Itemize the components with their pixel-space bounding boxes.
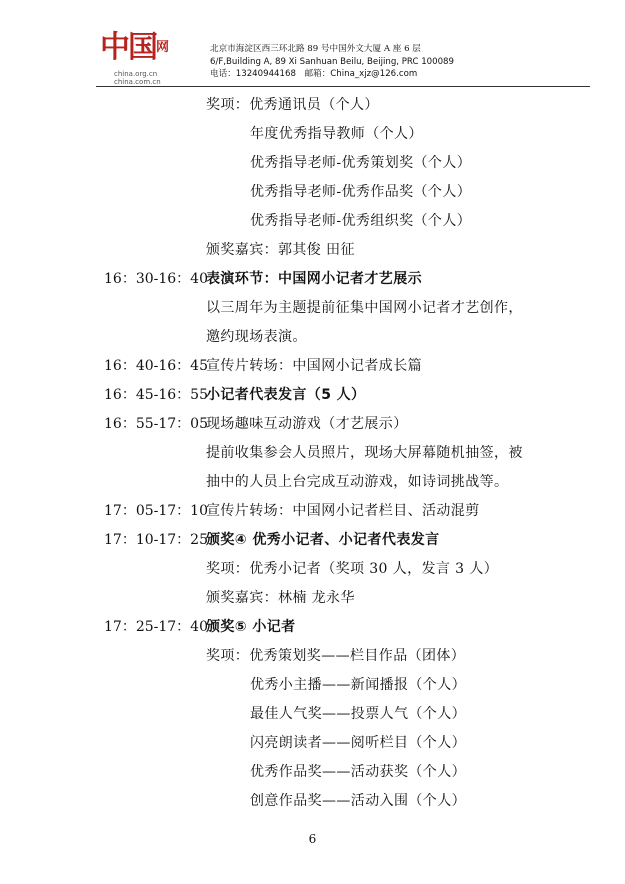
item-description: 以三周年为主题提前征集中国网小记者才艺创作，	[206, 300, 523, 316]
page-number: 6	[308, 832, 317, 846]
item-description: 邀约现场表演。	[206, 329, 307, 345]
address-english: 6/F,Building A, 89 Xi Sanhuan Beilu, Beijing, PRC 100089	[210, 57, 454, 67]
item-description: 提前收集参会人员照片，现场大屏幕随机抽签，被	[206, 445, 523, 461]
logo-url-1: china.org.cn	[114, 70, 158, 78]
schedule-item: 颁奖⑤ 小记者	[206, 619, 296, 635]
award-line: 奖项：优秀通讯员（个人）	[206, 97, 379, 113]
china-net-logo	[100, 32, 186, 88]
award-line: 优秀作品奖——活动获奖（个人）	[250, 764, 466, 780]
logo-main-text: 中国	[100, 30, 156, 65]
award-line: 优秀指导老师-优秀组织奖（个人）	[250, 213, 472, 229]
award-line: 奖项：优秀策划奖——栏目作品（团体）	[206, 648, 466, 664]
logo-wordmark	[100, 32, 169, 64]
schedule-time: 16：30-16：40	[104, 271, 208, 287]
schedule-item: 宣传片转场：中国网小记者成长篇	[206, 358, 422, 374]
header-divider	[96, 86, 590, 87]
schedule-item: 小记者代表发言（5 人）	[206, 387, 366, 403]
schedule-item: 颁奖④ 优秀小记者、小记者代表发言	[206, 532, 440, 548]
schedule-time: 17：05-17：10	[104, 503, 208, 519]
contact-info: 电话：13240944168 邮箱：China_xjz@126.com	[210, 69, 418, 79]
schedule-time: 16：55-17：05	[104, 416, 208, 432]
schedule-time: 16：40-16：45	[104, 358, 208, 374]
schedule-item: 现场趣味互动游戏（才艺展示）	[206, 416, 408, 432]
letterhead	[0, 0, 625, 96]
award-line: 奖项：优秀小记者（奖项 30 人，发言 3 人）	[206, 561, 499, 577]
award-line: 优秀指导老师-优秀策划奖（个人）	[250, 155, 472, 171]
logo-net-text: 网	[156, 40, 170, 55]
schedule-item: 表演环节：中国网小记者才艺展示	[206, 271, 422, 287]
logo-url-2: china.com.cn	[114, 78, 161, 86]
item-description: 抽中的人员上台完成互动游戏，如诗词挑战等。	[206, 474, 509, 490]
presenter-line: 颁奖嘉宾：林楠 龙永华	[206, 590, 355, 606]
award-line: 最佳人气奖——投票人气（个人）	[250, 706, 466, 722]
award-line: 优秀小主播——新闻播报（个人）	[250, 677, 466, 693]
award-line: 创意作品奖——活动入围（个人）	[250, 793, 466, 809]
schedule-time: 17：10-17：25	[104, 532, 208, 548]
award-line: 闪亮朗读者——阅听栏目（个人）	[250, 735, 466, 751]
schedule-time: 16：45-16：55	[104, 387, 208, 403]
schedule-item: 宣传片转场：中国网小记者栏目、活动混剪	[206, 503, 480, 519]
schedule-time: 17：25-17：40	[104, 619, 208, 635]
award-line: 优秀指导老师-优秀作品奖（个人）	[250, 184, 472, 200]
award-line: 年度优秀指导教师（个人）	[250, 126, 423, 142]
presenter-line: 颁奖嘉宾：郭其俊 田征	[206, 242, 355, 258]
address-chinese: 北京市海淀区西三环北路 89 号中国外文大厦 A 座 6 层	[210, 44, 421, 54]
